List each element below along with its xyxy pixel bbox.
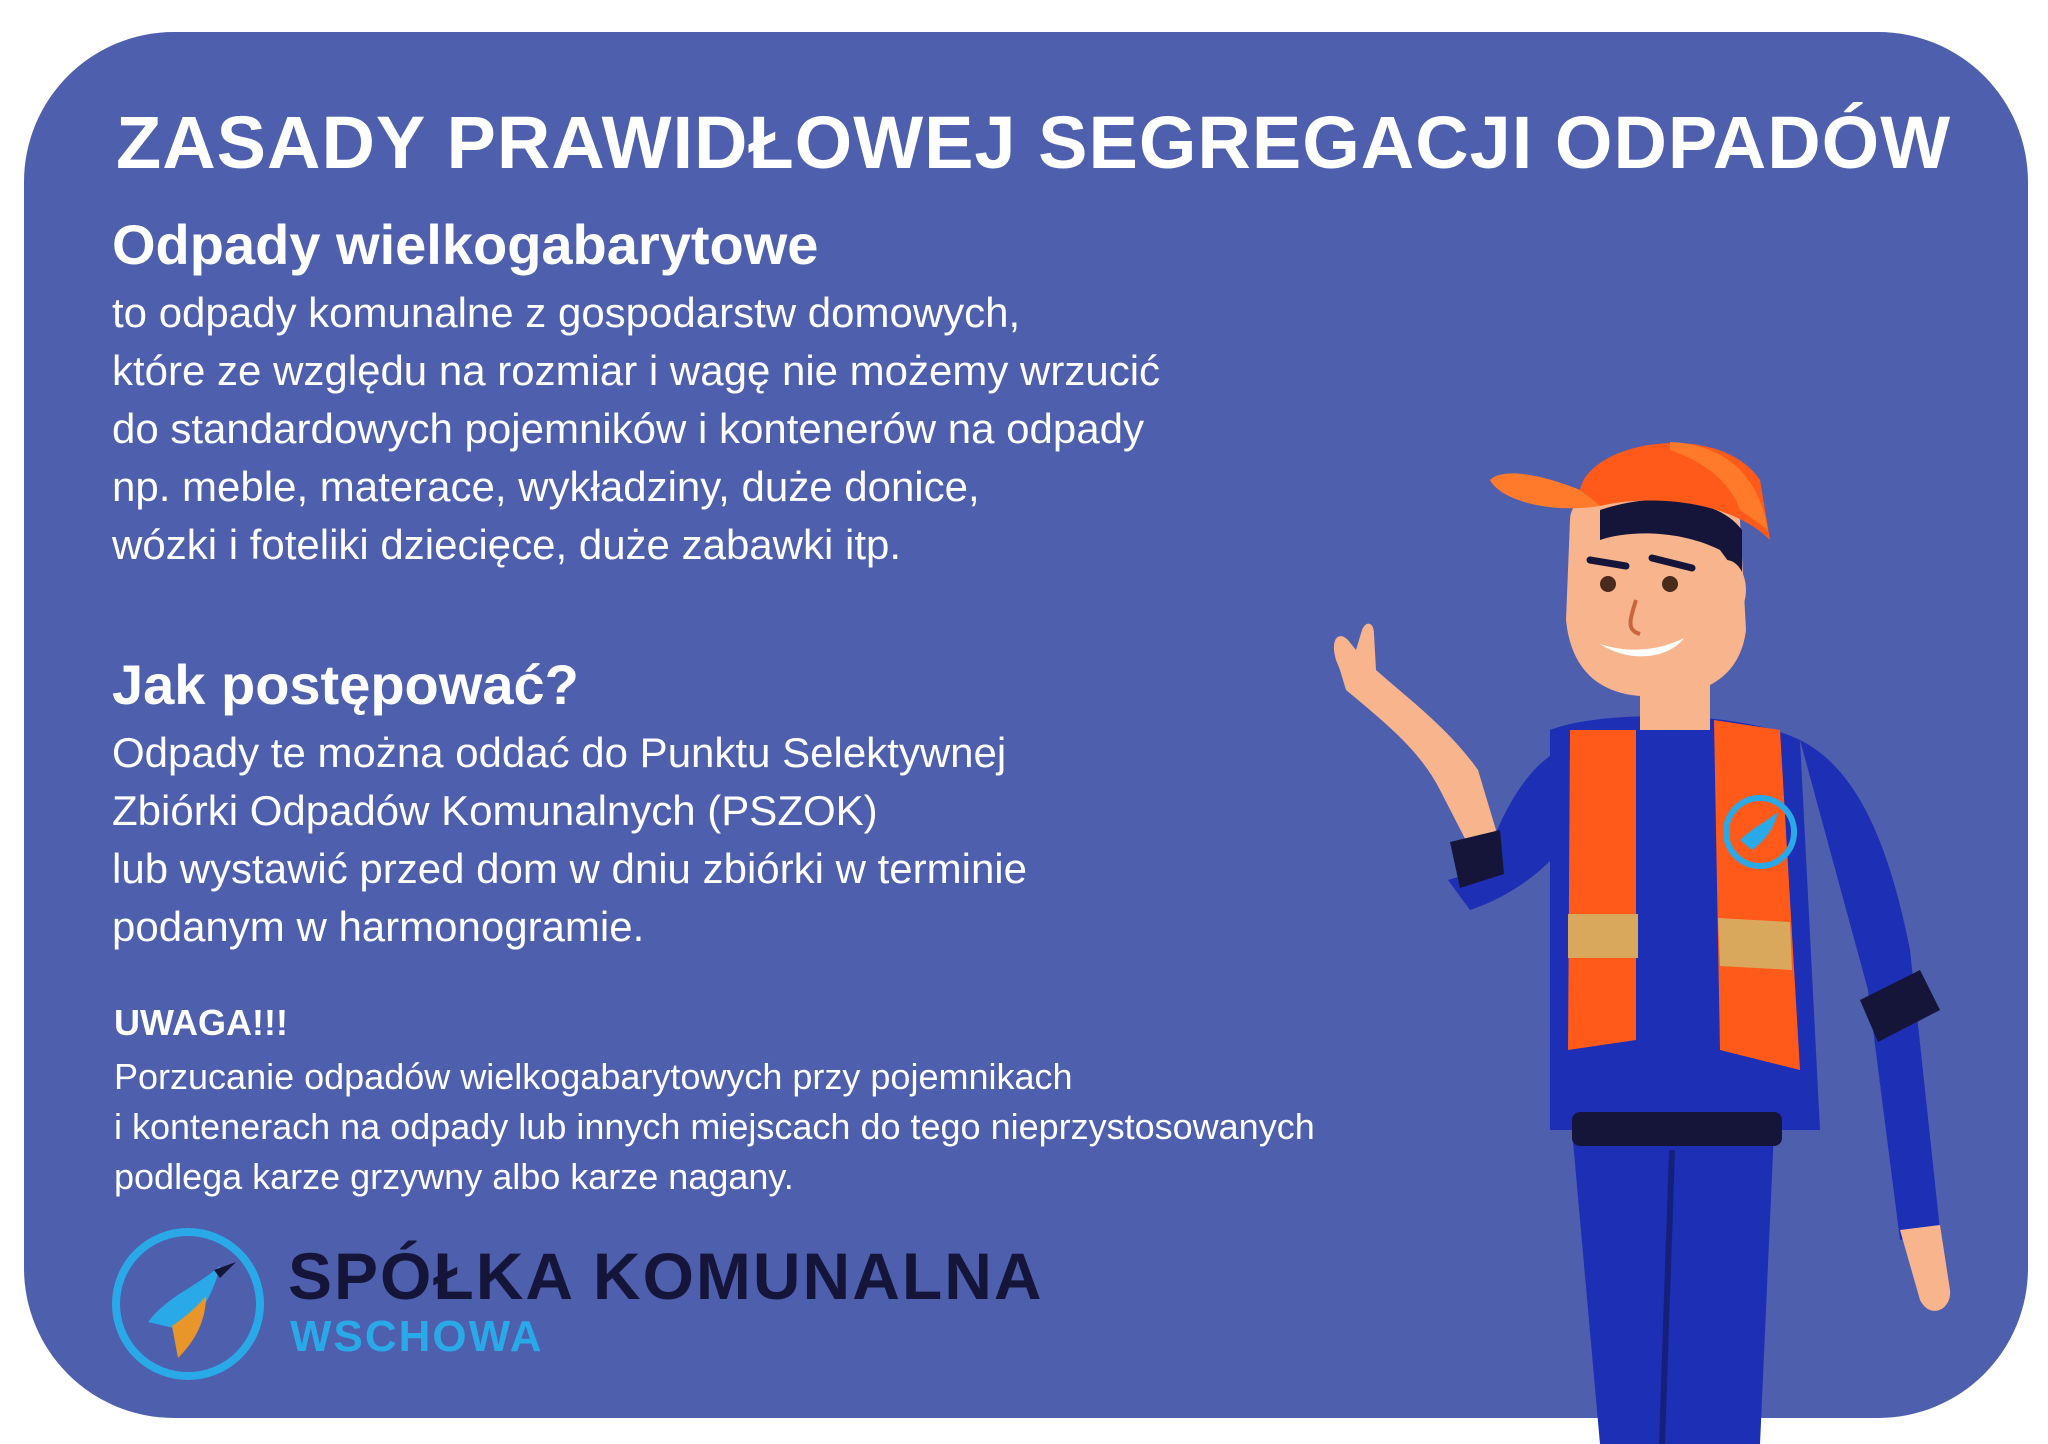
text-line: Porzucanie odpadów wielkogabarytowych przy pojemnikach — [114, 1056, 1073, 1097]
text-line: lub wystawić przed dom w dniu zbiórki w terminie — [112, 845, 1027, 892]
section-heading-how-to: Jak postępować? — [112, 653, 579, 716]
text-line: Odpady te można oddać do Punktu Selektywnej — [112, 729, 1007, 776]
section-description-bulky-waste — [112, 284, 1160, 574]
kingfisher-logo-icon — [110, 1226, 266, 1382]
company-name: SPÓŁKA KOMUNALNA — [288, 1239, 1044, 1313]
text-line: do standardowych pojemników i kontenerów na odpady — [112, 405, 1144, 452]
warning-heading: UWAGA!!! — [114, 1002, 288, 1043]
text-line: wózki i foteliki dziecięce, duże zabawki itp. — [112, 521, 902, 568]
section-heading-bulky-waste: Odpady wielkogabarytowe — [112, 213, 819, 276]
text-line: podlega karze grzywny albo karze nagany. — [114, 1156, 794, 1197]
text-line: i kontenerach na odpady lub innych miejscach do tego nieprzystosowanych — [114, 1106, 1315, 1147]
page-title: ZASADY PRAWIDŁOWEJ SEGREGACJI ODPADÓW — [116, 101, 1952, 184]
company-city: WSCHOWA — [290, 1312, 544, 1361]
worker-thumbs-up-illustration — [1300, 430, 2048, 1444]
text-line: to odpady komunalne z gospodarstw domowych, — [112, 289, 1021, 336]
text-line: podanym w harmonogramie. — [112, 903, 645, 950]
warning-text — [114, 1052, 1315, 1202]
text-line: Zbiórki Odpadów Komunalnych (PSZOK) — [112, 787, 878, 834]
section-description-how-to — [112, 724, 1027, 956]
text-line: np. meble, materace, wykładziny, duże donice, — [112, 463, 980, 510]
text-line: które ze względu na rozmiar i wagę nie możemy wrzucić — [112, 347, 1161, 394]
